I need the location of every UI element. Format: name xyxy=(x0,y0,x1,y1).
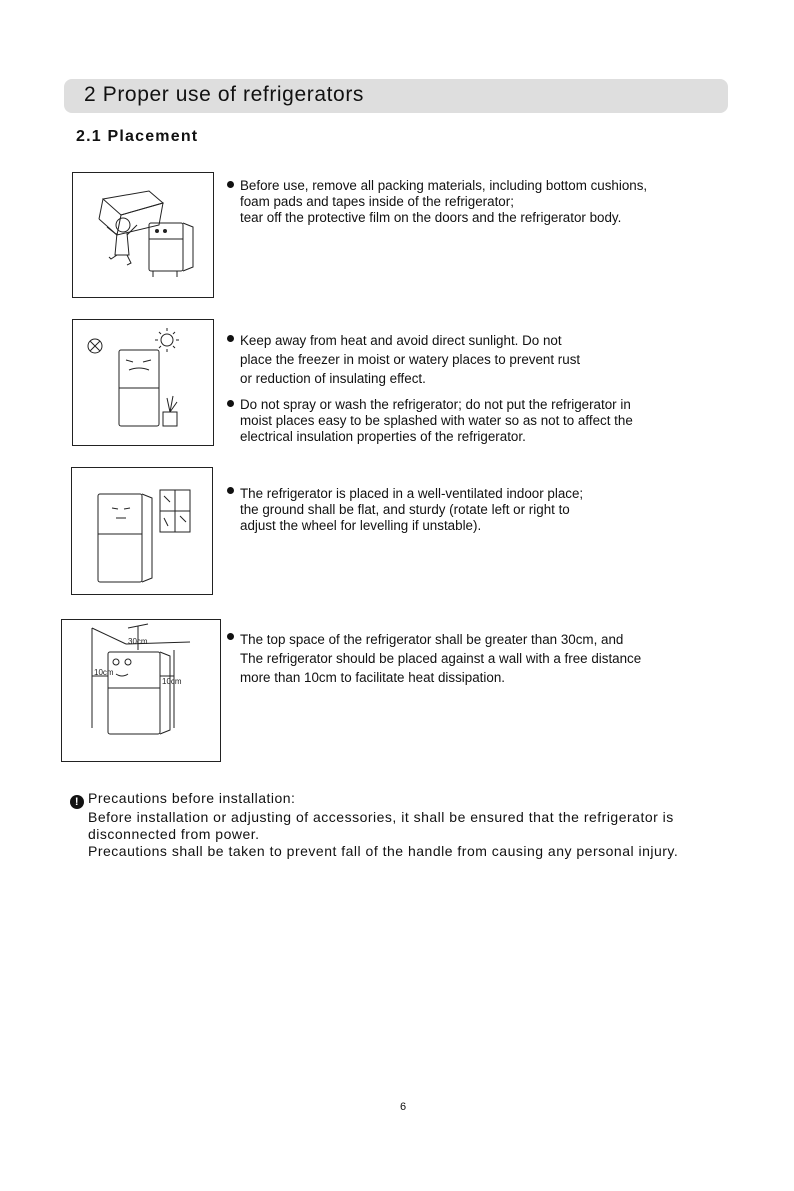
text-line: adjust the wheel for levelling if unstable). xyxy=(240,518,482,533)
text-line: The refrigerator is placed in a well-ventilated indoor place; xyxy=(240,486,584,501)
bullet-4 xyxy=(227,633,234,640)
clearance-illustration xyxy=(61,619,221,762)
precautions-note xyxy=(70,790,678,860)
placement-heat-text xyxy=(240,331,580,388)
heat-sunlight-illustration xyxy=(72,319,214,446)
bullet-3 xyxy=(227,487,234,494)
unpacking-illustration xyxy=(72,172,214,298)
text-line: or reduction of insulating effect. xyxy=(240,371,426,386)
text-line: moist places easy to be splashed with water so as not to affect the xyxy=(240,413,633,428)
placement-clearance-text xyxy=(240,630,641,687)
text-line: Keep away from heat and avoid direct sunlight. Do not xyxy=(240,333,562,348)
subsection-title: 2.1 Placement xyxy=(76,128,199,145)
warning-icon: ! xyxy=(70,795,84,809)
text-line: tear off the protective film on the doors and the refrigerator body. xyxy=(240,210,622,225)
text-line: more than 10cm to facilitate heat dissipation. xyxy=(240,670,505,685)
placement-ventilation-text xyxy=(240,486,583,534)
dimension-label-right: 10cm xyxy=(162,677,182,686)
ventilation-illustration xyxy=(71,467,213,595)
text-line: The top space of the refrigerator shall be greater than 30cm, and xyxy=(240,632,624,647)
text-line: Precautions shall be taken to prevent fall of the handle from causing any personal injury. xyxy=(88,843,679,859)
dimension-label-top: 30cm xyxy=(128,637,148,646)
text-line: foam pads and tapes inside of the refrigerator; xyxy=(240,194,514,209)
precautions-heading-line xyxy=(70,790,678,809)
text-line: Before use, remove all packing materials, including bottom cushions, xyxy=(240,178,648,193)
bullet-2b xyxy=(227,400,234,407)
section-title-bar xyxy=(64,79,728,113)
text-line: Do not spray or wash the refrigerator; do not put the refrigerator in xyxy=(240,397,631,412)
placement-unpacking-text xyxy=(240,178,647,226)
bullet-1 xyxy=(227,181,234,188)
precautions-heading: Precautions before installation: xyxy=(88,790,296,806)
bullet-2a xyxy=(227,335,234,342)
text-line: place the freezer in moist or watery places to prevent rust xyxy=(240,352,581,367)
placement-spray-text xyxy=(240,397,633,445)
text-line: electrical insulation properties of the refrigerator. xyxy=(240,429,526,444)
text-line: The refrigerator should be placed against a wall with a free distance xyxy=(240,651,642,666)
dimension-label-left: 10cm xyxy=(94,668,114,677)
section-title: 2 Proper use of refrigerators xyxy=(84,83,365,106)
page-number: 6 xyxy=(400,1101,407,1113)
text-line: the ground shall be flat, and sturdy (rotate left or right to xyxy=(240,502,570,517)
text-line: disconnected from power. xyxy=(88,826,260,842)
text-line: Before installation or adjusting of accessories, it shall be ensured that the refrigerator is xyxy=(88,809,674,825)
